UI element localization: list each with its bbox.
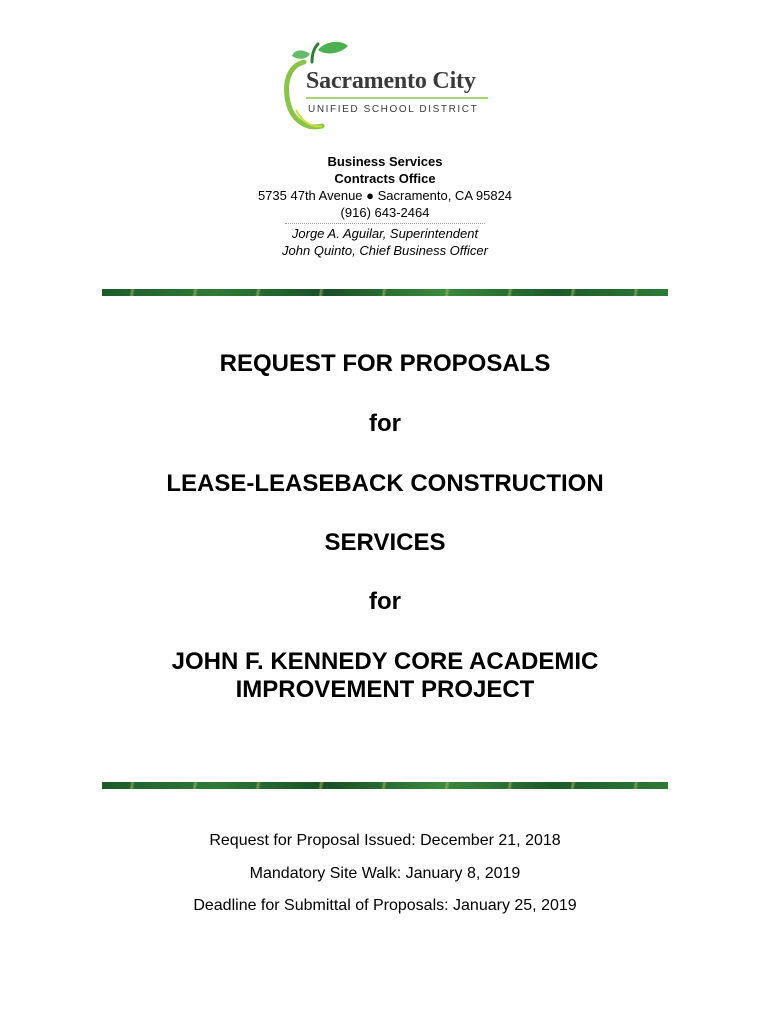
logo-name: Sacramento City [306,68,476,94]
decorative-bar-top [102,289,668,296]
address: 5735 47th Avenue ● Sacramento, CA 95824 [257,188,513,203]
deadline-date: Deadline for Submittal of Proposals: January 25, 2019 [193,897,577,914]
dotted-divider [285,223,485,224]
chief-business-officer: John Quinto, Chief Business Officer [282,243,488,258]
decorative-bar-bottom [102,782,668,789]
superintendent: Jorge A. Aguilar, Superintendent [291,226,479,241]
title-line-2: for [369,410,401,437]
district-logo [282,40,492,132]
office-block [0,153,770,259]
logo-subtitle: UNIFIED SCHOOL DISTRICT [308,104,479,115]
department: Business Services [327,154,443,169]
title-line-1: REQUEST FOR PROPOSALS [219,350,551,377]
title-line-4: SERVICES [324,529,446,556]
site-walk-date: Mandatory Site Walk: January 8, 2019 [249,865,521,882]
office-name: Contracts Office [334,171,436,186]
title-line-5: for [369,588,401,615]
title-line-6: JOHN F. KENNEDY CORE ACADEMIC IMPROVEMENT PROJECT [171,648,599,703]
rfp-issued-date: Request for Proposal Issued: December 21, 2018 [209,832,561,849]
title-line-3: LEASE-LEASEBACK CONSTRUCTION [166,470,604,497]
phone: (916) 643-2464 [340,205,430,220]
